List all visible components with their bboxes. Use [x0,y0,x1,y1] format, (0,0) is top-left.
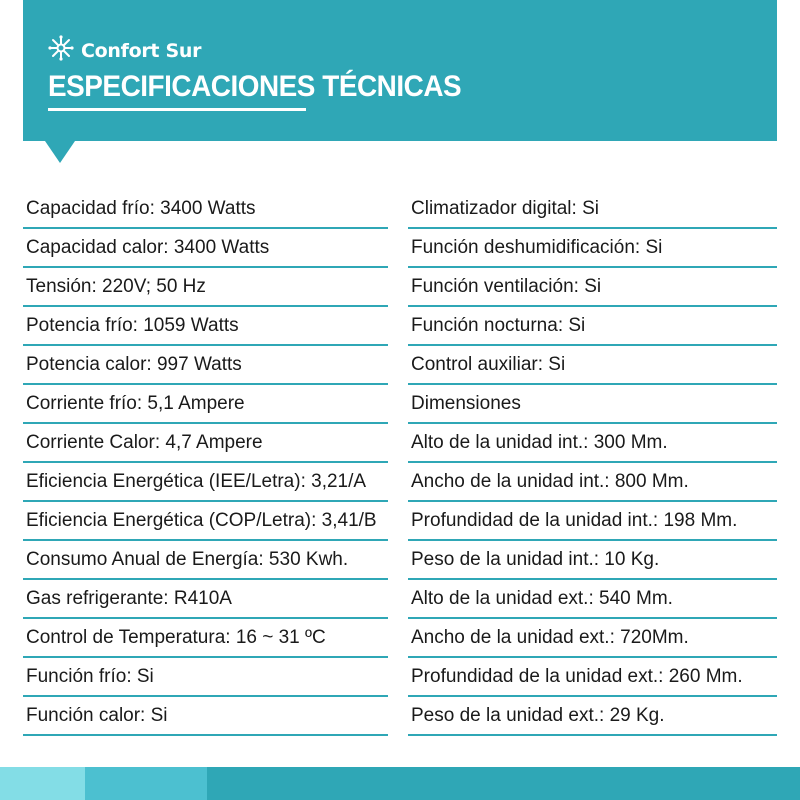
spec-row: Climatizador digital: Si [408,190,777,229]
spec-row: Función nocturna: Si [408,307,777,346]
spec-row: Control de Temperatura: 16 ~ 31 ºC [23,619,388,658]
footer-segment-mid [85,767,207,800]
spec-row: Dimensiones [408,385,777,424]
spec-row: Eficiencia Energética (IEE/Letra): 3,21/A [23,463,388,502]
spec-row: Función calor: Si [23,697,388,736]
spec-row: Gas refrigerante: R410A [23,580,388,619]
spec-row: Capacidad calor: 3400 Watts [23,229,388,268]
footer-bar [0,767,800,800]
spec-row: Tensión: 220V; 50 Hz [23,268,388,307]
footer-segment-light [0,767,85,800]
spec-row: Profundidad de la unidad ext.: 260 Mm. [408,658,777,697]
spec-row: Consumo Anual de Energía: 530 Kwh. [23,541,388,580]
spec-row: Profundidad de la unidad int.: 198 Mm. [408,502,777,541]
title-part2: TÉCNICAS [322,70,462,103]
spec-row: Potencia frío: 1059 Watts [23,307,388,346]
spec-row: Capacidad frío: 3400 Watts [23,190,388,229]
brand-logo [48,35,201,66]
spec-row: Peso de la unidad ext.: 29 Kg. [408,697,777,736]
spec-row: Corriente Calor: 4,7 Ampere [23,424,388,463]
spec-row: Función ventilación: Si [408,268,777,307]
header-pointer [45,141,75,163]
spec-row: Ancho de la unidad ext.: 720Mm. [408,619,777,658]
snowflake-icon [48,35,74,66]
footer-segment-dark [207,767,800,800]
page-title [48,70,461,104]
spec-row: Función deshumidificación: Si [408,229,777,268]
title-part1: ESPECIFICACIONES [48,70,315,103]
spec-row: Eficiencia Energética (COP/Letra): 3,41/B [23,502,388,541]
specs-right-column [408,190,777,736]
spec-row: Control auxiliar: Si [408,346,777,385]
spec-row: Peso de la unidad int.: 10 Kg. [408,541,777,580]
brand-name: Confort Sur [81,39,202,62]
spec-row: Corriente frío: 5,1 Ampere [23,385,388,424]
specs-left-column [23,190,388,736]
spec-row: Función frío: Si [23,658,388,697]
spec-row: Ancho de la unidad int.: 800 Mm. [408,463,777,502]
spec-row: Potencia calor: 997 Watts [23,346,388,385]
spec-row: Alto de la unidad int.: 300 Mm. [408,424,777,463]
spec-row: Alto de la unidad ext.: 540 Mm. [408,580,777,619]
title-underline [48,108,306,111]
